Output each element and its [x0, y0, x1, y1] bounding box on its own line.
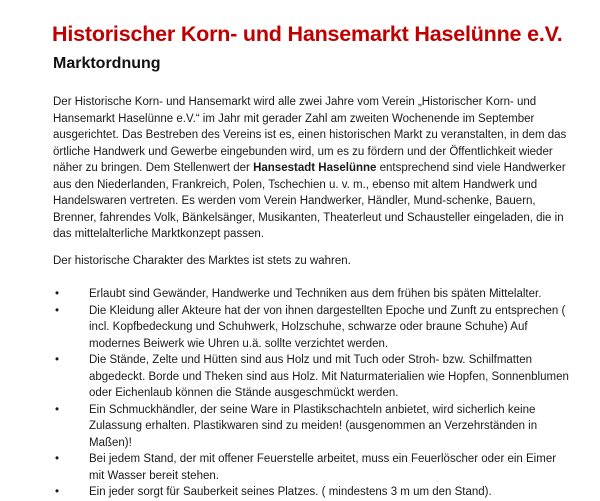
list-item: [53, 451, 573, 484]
list-item: [53, 484, 573, 501]
list-item: [53, 402, 573, 452]
list-item-text: Ein jeder sorgt für Sauberkeit seines Platzes. ( mindestens 3 m um den Stand).: [89, 486, 492, 498]
rules-list: [53, 286, 573, 501]
bullet-icon: •: [55, 486, 60, 498]
list-item-text: Ein Schmuckhändler, der seine Ware in Plastikschachteln anbietet, wird sicherlich keine Zulassung erhalten. Plastikwaren sind zu meiden! (ausgenommen an Verzehrständen in Maßen)!: [89, 403, 538, 449]
intro-text-part1: Der Historische Korn- und Hansemarkt wird alle zwei Jahre vom Verein „Historischer Korn- und Hansemarkt Haselünne e.V.“ im Jahr mit gerader Zahl am zweiten Wochenende im September ausgerichtet. Das Bestreben des Vereins ist es, einen historischen Markt zu veranstalten, in dem das örtliche Handwerk und Gewerbe eingebunden wird, um es zu fördern und der Öffentlichkeit wieder näher zu bringen. Dem Stellenwert der: [53, 96, 567, 174]
list-item-text: Erlaubt sind Gewänder, Handwerke und Techniken aus dem frühen bis späten Mittelalter.: [89, 288, 542, 300]
intro-text-part2: entsprechend sind viele Handwerker aus den Niederlanden, Frankreich, Polen, Tschechien u. v. m., ebenso mit altem Handwerk und Handelswaren vertreten. Es werden vom Verein Handwerker, Händler, Mund-schenke, Bauern, Brenner, fahrendes Volk, Bänkelsänger, Musikanten, Theaterleut und Schausteller eingeladen, die in das mittelalterliche Marktkonzept passen.: [53, 162, 566, 240]
bullet-icon: •: [55, 453, 60, 465]
list-item-text: Die Stände, Zelte und Hütten sind aus Holz und mit Tuch oder Stroh- bzw. Schilfmatten abgedeckt. Borde und Theken sind aus Holz. Mit Naturmaterialien wie Hopfen, Sonnenblumen oder Eichenlaub können die Stände ausgeschmückt werden.: [89, 354, 569, 399]
list-item: [53, 286, 573, 303]
list-item: [53, 352, 573, 402]
lead-sentence: Der historische Charakter des Marktes ist stets zu wahren.: [53, 255, 351, 267]
list-item-text: Bei jedem Stand, der mit offener Feuerstelle arbeitet, muss ein Feuerlöscher oder ein Eimer mit Wasser bereit stehen.: [89, 453, 557, 482]
document-subtitle: Marktordnung: [53, 55, 161, 72]
document-title: Historischer Korn- und Hansemarkt Haselünne e.V.: [52, 22, 563, 46]
bullet-icon: •: [55, 354, 60, 366]
list-item-text: Die Kleidung aller Akteure hat der von ihnen dargestellten Epoche und Zunft zu entsprechen ( incl. Kopfbedeckung und Schuhwerk, Holzschuhe, schwarze oder braune Schuhe) Auf modernes Beiwerk wie Uhren u.ä. sollte verzichtet werden.: [89, 304, 566, 350]
bullet-icon: •: [55, 304, 60, 317]
intro-paragraph: [53, 94, 573, 243]
intro-bold-text: Hansestadt Haselünne: [253, 162, 377, 174]
bullet-icon: •: [55, 288, 60, 300]
bullet-icon: •: [55, 403, 60, 416]
list-item: [53, 303, 573, 353]
